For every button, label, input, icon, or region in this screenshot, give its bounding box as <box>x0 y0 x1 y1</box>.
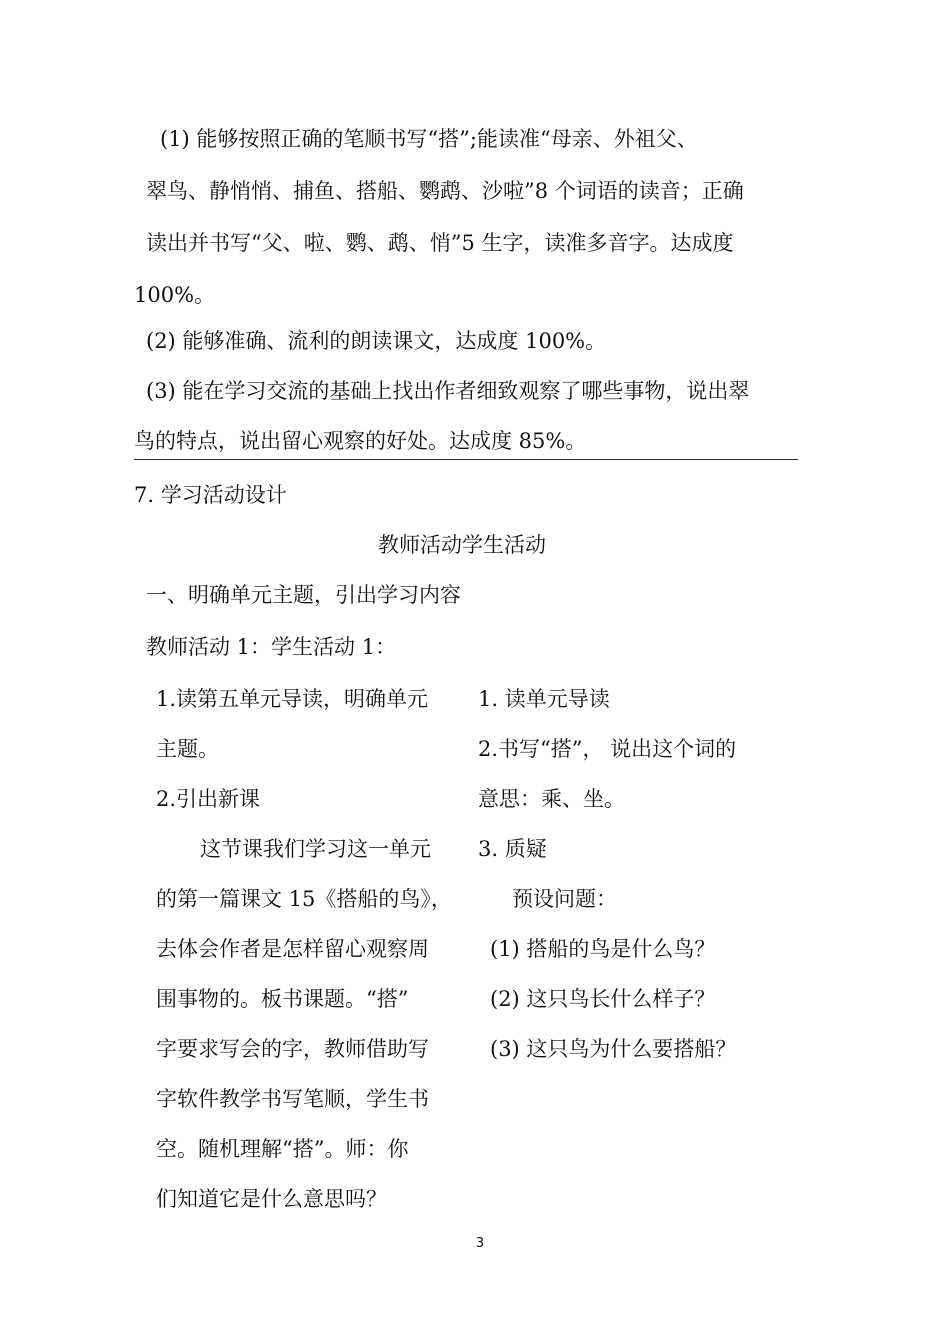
teacher-line: 这节课我们学习这一单元 <box>200 837 431 861</box>
objective-3-line-2: 鸟的特点，说出留心观察的好处。达成度 85%。 <box>134 429 587 453</box>
student-line: (1) 搭船的鸟是什么鸟？ <box>490 937 716 961</box>
objective-1-line-1: (1) 能够按照正确的笔顺书写“搭”;能读准“母亲、外祖父、 <box>160 127 698 151</box>
teacher-line: 们知道它是什么意思吗？ <box>156 1187 387 1211</box>
objective-3-line-1: (3) 能在学习交流的基础上找出作者细致观察了哪些事物，说出翠 <box>146 379 750 403</box>
teacher-line: 字要求写会的字，教师借助写 <box>156 1037 429 1061</box>
objective-1-line-3: 读出并书写“父、啦、鹦、鹉、悄”5 生字，读准多音字。达成度 <box>146 231 734 255</box>
student-line: 2.书写“搭”， 说出这个词的 <box>478 737 737 761</box>
student-line: 3. 质疑 <box>478 837 547 861</box>
objective-1-line-2: 翠鸟、静悄悄、捕鱼、搭船、鹦鹉、沙啦”8 个词语的读音；正确 <box>146 179 744 203</box>
part-1-title: 一、明确单元主题，引出学习内容 <box>146 583 461 607</box>
student-line: (2) 这只鸟长什么样子？ <box>490 987 716 1011</box>
objective-2: (2) 能够准确、流利的朗读课文，达成度 100%。 <box>146 329 607 353</box>
section-heading: 7. 学习活动设计 <box>134 483 287 507</box>
teacher-line: 围事物的。板书课题。“搭” <box>156 987 409 1011</box>
activity-labels: 教师活动 1：学生活动 1： <box>146 635 397 659</box>
table-header: 教师活动学生活动 <box>378 533 546 557</box>
teacher-line: 的第一篇课文 15《搭船的鸟》， <box>156 887 452 911</box>
objective-1-line-4: 100%。 <box>134 283 216 307</box>
student-line: (3) 这只鸟为什么要搭船？ <box>490 1037 737 1061</box>
student-line: 意思：乘、坐。 <box>478 787 625 811</box>
teacher-line: 字软件教学书写笔顺，学生书 <box>156 1087 429 1111</box>
teacher-line: 空。随机理解“搭”。师：你 <box>156 1137 409 1161</box>
teacher-line: 2.引出新课 <box>156 787 261 811</box>
teacher-line: 主题。 <box>156 737 219 761</box>
student-line: 预设问题： <box>512 887 617 911</box>
teacher-line: 去体会作者是怎样留心观察周 <box>156 937 429 961</box>
page-number: 3 <box>475 1236 485 1251</box>
student-line: 1. 读单元导读 <box>478 687 610 711</box>
horizontal-rule <box>134 459 798 460</box>
teacher-line: 1.读第五单元导读，明确单元 <box>156 687 429 711</box>
